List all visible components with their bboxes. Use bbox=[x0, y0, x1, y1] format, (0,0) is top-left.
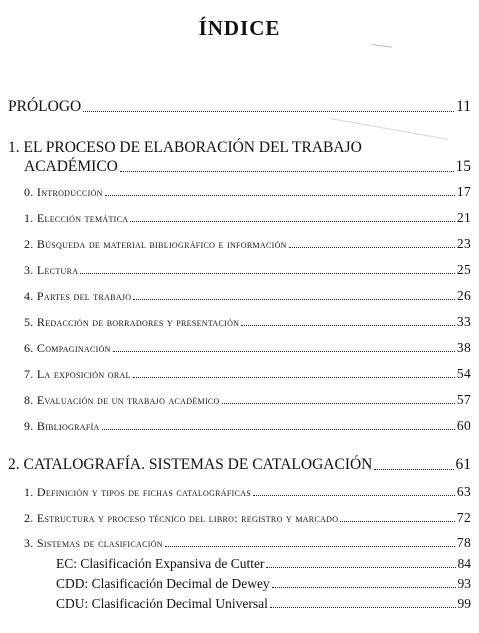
toc-page-number: 63 bbox=[456, 484, 471, 499]
leader-dots bbox=[241, 325, 455, 326]
toc-label: ACADÉMICO bbox=[24, 158, 118, 175]
leader-dots bbox=[374, 469, 453, 470]
toc-entry[interactable] bbox=[24, 236, 471, 252]
toc-label: EC: Clasificación Expansiva de Cutter bbox=[56, 556, 265, 571]
toc-entry[interactable] bbox=[24, 184, 471, 200]
toc-entry-prologo[interactable] bbox=[8, 98, 471, 116]
toc-page-number: 17 bbox=[456, 184, 471, 199]
toc-subentry[interactable] bbox=[56, 576, 471, 592]
leader-dots bbox=[133, 299, 455, 300]
toc-label: 1. Elección temática bbox=[24, 211, 129, 225]
toc-page-number: 33 bbox=[456, 314, 471, 329]
leader-dots bbox=[270, 607, 456, 608]
toc-label: CDU: Clasificación Decimal Universal bbox=[56, 596, 268, 611]
toc-entry[interactable] bbox=[24, 288, 471, 304]
toc-page-number: 21 bbox=[456, 210, 471, 225]
toc-label: 2. Estructura y proceso técnico del libro: registro y marcado bbox=[24, 511, 339, 525]
leader-dots bbox=[266, 567, 455, 568]
toc-page-number: 26 bbox=[456, 288, 471, 303]
toc-label: 3. Sistemas de clasificación bbox=[24, 536, 163, 550]
toc-label: 9. Bibliografía bbox=[24, 419, 100, 433]
toc-page-number: 93 bbox=[457, 576, 471, 591]
toc-page-number: 25 bbox=[456, 262, 471, 277]
scan-mark bbox=[330, 118, 448, 140]
toc-label: PRÓLOGO bbox=[8, 98, 82, 115]
toc-label: CDD: Clasificación Decimal de Dewey bbox=[56, 576, 270, 591]
toc-entry[interactable] bbox=[24, 392, 471, 408]
toc-entry[interactable] bbox=[24, 340, 471, 356]
toc-chapter-1-line1[interactable]: 1. EL PROCESO DE ELABORACIÓN DEL TRABAJO bbox=[8, 139, 362, 156]
leader-dots bbox=[165, 546, 455, 547]
scan-mark bbox=[372, 44, 392, 48]
toc-entry[interactable] bbox=[24, 484, 471, 500]
toc-label: 4. Partes del trabajo bbox=[24, 289, 132, 303]
toc-entry[interactable] bbox=[24, 314, 471, 330]
leader-dots bbox=[102, 429, 455, 430]
toc-label: 5. Redacción de borradores y presentación bbox=[24, 315, 240, 329]
toc-label: 1. Definición y tipos de fichas catalográficas bbox=[24, 485, 252, 499]
toc-page-number: 23 bbox=[456, 236, 471, 251]
toc-page-number: 60 bbox=[456, 418, 471, 433]
toc-entry[interactable] bbox=[24, 535, 471, 551]
toc-label: 2. CATALOGRAFÍA. SISTEMAS DE CATALOGACIÓN bbox=[8, 456, 373, 473]
toc-chapter-1[interactable] bbox=[24, 158, 471, 176]
toc-label: 2. Búsqueda de material bibliográfico e información bbox=[24, 237, 287, 251]
toc-page-number: 72 bbox=[456, 510, 471, 525]
toc-page-number: 99 bbox=[457, 596, 471, 611]
toc-entry[interactable] bbox=[24, 418, 471, 434]
toc-page-number: 54 bbox=[456, 366, 471, 381]
leader-dots bbox=[340, 521, 455, 522]
leader-dots bbox=[80, 273, 455, 274]
toc-label: 8. Evaluación de un trabajo académico bbox=[24, 393, 220, 407]
toc-page-number: 11 bbox=[456, 98, 471, 115]
toc-label: 3. Lectura bbox=[24, 263, 79, 277]
toc-page-number: 57 bbox=[456, 392, 471, 407]
leader-dots bbox=[120, 171, 454, 172]
leader-dots bbox=[130, 221, 455, 222]
toc-page-number: 78 bbox=[456, 535, 471, 550]
leader-dots bbox=[105, 195, 455, 196]
toc-page-number: 61 bbox=[455, 456, 471, 473]
toc-page-number: 84 bbox=[457, 556, 471, 571]
toc-entry[interactable] bbox=[24, 510, 471, 526]
toc-label: 7. La exposición oral bbox=[24, 367, 131, 381]
toc-page-number: 15 bbox=[455, 158, 471, 175]
leader-dots bbox=[133, 377, 455, 378]
toc-label: 6. Compaginación bbox=[24, 341, 111, 355]
toc-subentry[interactable] bbox=[56, 556, 471, 572]
toc-entry[interactable] bbox=[24, 366, 471, 382]
toc-subentry[interactable] bbox=[56, 596, 471, 612]
toc-entry[interactable] bbox=[24, 210, 471, 226]
leader-dots bbox=[272, 587, 456, 588]
toc-page-number: 38 bbox=[456, 340, 471, 355]
leader-dots bbox=[83, 111, 454, 112]
leader-dots bbox=[222, 403, 455, 404]
toc-label: 0. Introducción bbox=[24, 185, 103, 199]
leader-dots bbox=[113, 351, 455, 352]
page-title: ÍNDICE bbox=[198, 16, 281, 40]
toc-chapter-2[interactable] bbox=[8, 456, 471, 474]
toc-entry[interactable] bbox=[24, 262, 471, 278]
leader-dots bbox=[289, 247, 455, 248]
leader-dots bbox=[253, 495, 455, 496]
